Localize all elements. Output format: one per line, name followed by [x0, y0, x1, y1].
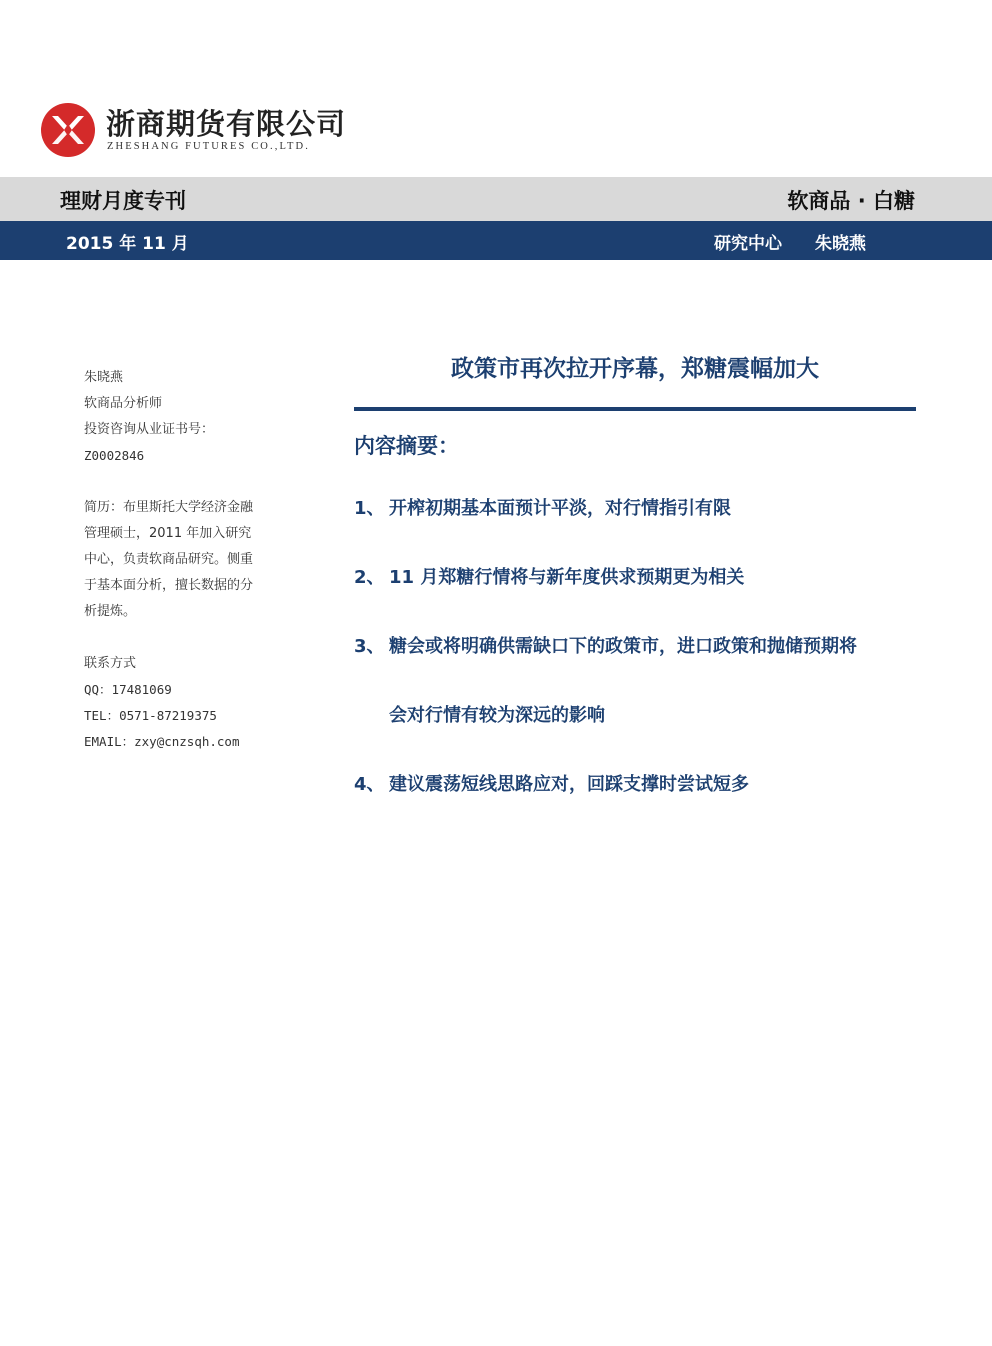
company-name-en: ZHESHANG FUTURES CO.,LTD. [107, 141, 310, 152]
publication-title: 理财月度专刊 [60, 189, 186, 213]
header-blue-band [0, 221, 992, 260]
point-number: 3、 [354, 636, 385, 657]
header-gray-band [0, 177, 992, 221]
contact-label: 联系方式 [84, 656, 137, 671]
analyst-name: 朱晓燕 [84, 370, 124, 385]
report-title: 政策市再次拉开序幕，郑糖震幅加大 [451, 356, 819, 382]
contact-qq: QQ：17481069 [84, 682, 172, 697]
cert-number: Z0002846 [84, 448, 145, 463]
point-text: 糖会或将明确供需缺口下的政策市，进口政策和抛储预期将 [389, 636, 857, 657]
title-divider [354, 407, 916, 411]
point-number: 4、 [354, 774, 385, 795]
report-date: 2015 年 11 月 [66, 234, 189, 254]
point-text-continued: 会对行情有较为深远的影响 [389, 705, 605, 726]
sector-label: 软商品 · 白糖 [787, 189, 915, 213]
bio-line: 简历：布里斯托大学经济金融 [84, 500, 254, 515]
point-number: 2、 [354, 567, 385, 588]
summary-point [354, 562, 934, 594]
summary-point [354, 769, 934, 801]
author-name: 朱晓燕 [815, 234, 866, 254]
summary-points [354, 493, 934, 838]
bio-line: 管理硕士，2011 年加入研究 [84, 526, 252, 541]
bio-line: 析提炼。 [84, 604, 137, 619]
bio-line: 中心，负责软商品研究。侧重 [84, 552, 254, 567]
company-logo [38, 100, 347, 160]
contact-tel: TEL：0571-87219375 [84, 708, 217, 723]
summary-point [354, 493, 934, 525]
point-text: 开榨初期基本面预计平淡，对行情指引有限 [389, 498, 731, 519]
point-text-block [389, 631, 934, 732]
analyst-title: 软商品分析师 [84, 396, 163, 411]
point-text: 建议震荡短线思路应对，回踩支撑时尝试短多 [389, 774, 749, 795]
analyst-sidebar [84, 365, 284, 755]
company-logo-mark-icon [38, 100, 98, 160]
bio-line: 于基本面分析，擅长数据的分 [84, 578, 254, 593]
point-number: 1、 [354, 498, 385, 519]
summary-heading: 内容摘要： [354, 434, 459, 458]
cert-label: 投资咨询从业证书号： [84, 422, 215, 437]
department-label: 研究中心 [714, 234, 782, 254]
company-name-cn: 浙商期货有限公司 [106, 107, 347, 141]
contact-email[interactable]: EMAIL：zxy@cnzsqh.com [84, 734, 240, 749]
summary-point [354, 631, 934, 732]
point-text: 11 月郑糖行情将与新年度供求预期更为相关 [389, 567, 745, 588]
